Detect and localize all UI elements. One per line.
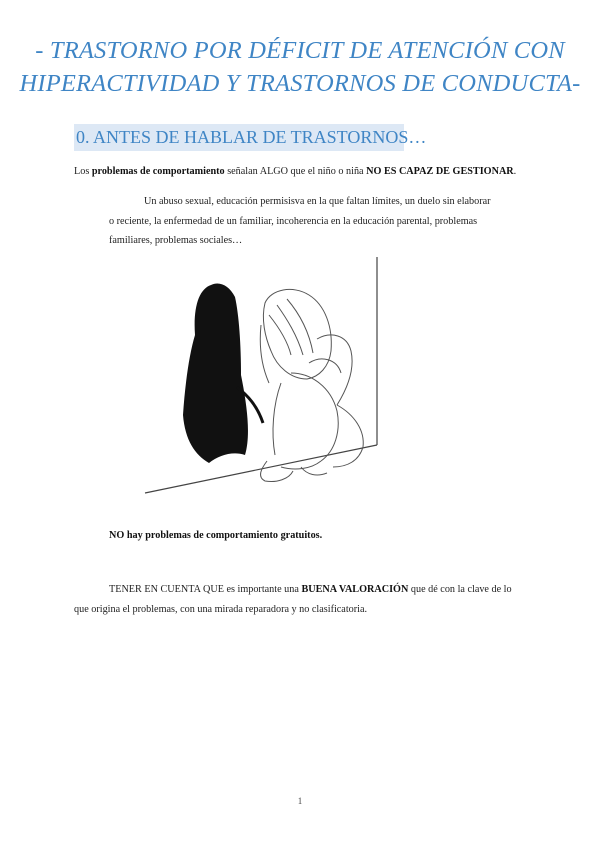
p4-line-1 xyxy=(74,580,512,600)
p3-bold: NO hay problemas de comportamiento gratuitos. xyxy=(109,530,323,541)
section-heading: 0. ANTES DE HABLAR DE TRASTORNOS… xyxy=(76,127,427,147)
paragraph-1 xyxy=(74,166,516,177)
paragraph-3 xyxy=(109,530,322,541)
section-heading-box xyxy=(74,124,427,151)
title-line-1: - TRASTORNO POR DÉFICIT DE ATENCIÓN CON xyxy=(35,37,565,64)
document-title xyxy=(0,34,600,100)
page-number: 1 xyxy=(297,796,303,806)
paragraph-2 xyxy=(109,192,491,251)
p4-line-2: que origina el problemas, con una mirada reparadora y no clasificatoria. xyxy=(74,603,368,615)
p1-bold-1: problemas de comportamiento xyxy=(91,166,225,177)
p1-text-1: Los xyxy=(74,166,92,177)
p2-line-3: familiares, problemas sociales… xyxy=(109,235,243,246)
p2-line-2: o reciente, la enfermedad de un familiar, incoherencia en la educación parental, problemas xyxy=(109,215,478,227)
paragraph-4 xyxy=(74,580,512,619)
p4-text-1: TENER EN CUENTA QUE es importante una xyxy=(109,584,302,595)
p4-bold-1: BUENA VALORACIÓN xyxy=(301,584,409,595)
p4-text-2: que dé con la clave de lo xyxy=(408,584,512,595)
p1-text-3: . xyxy=(513,166,517,177)
p2-line-1: Un abuso sexual, educación permisisva en la que faltan límites, un duelo sin elaborar xyxy=(144,196,491,207)
p1-text-2: señalan ALGO que el niño o niña xyxy=(224,166,367,177)
title-line-2: HIPERACTIVIDAD Y TRASTORNOS DE CONDUCTA- xyxy=(19,70,581,97)
p1-bold-2: NO ES CAPAZ DE GESTIONAR xyxy=(366,166,514,177)
child-illustration xyxy=(141,255,399,507)
